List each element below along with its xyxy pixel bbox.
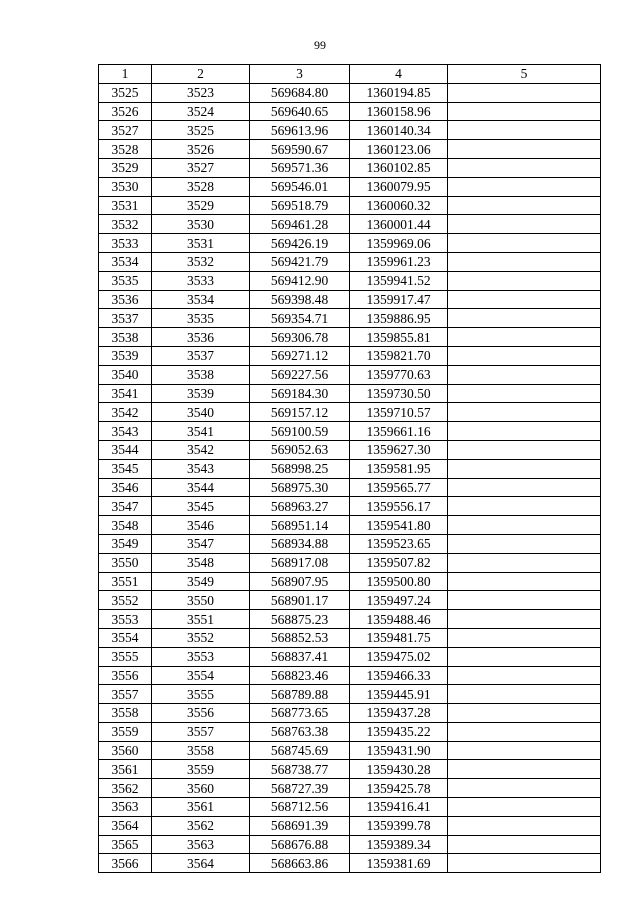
y-coordinate-cell: 1360060.32 — [350, 196, 448, 215]
note-cell — [448, 328, 601, 347]
x-coordinate-cell: 569271.12 — [250, 346, 350, 365]
point-number-cell: 3557 — [99, 685, 152, 704]
x-coordinate-cell: 568727.39 — [250, 779, 350, 798]
note-cell — [448, 158, 601, 177]
point-number-cell: 3558 — [99, 704, 152, 723]
x-coordinate-cell: 568738.77 — [250, 760, 350, 779]
table-row — [99, 102, 601, 121]
column-header-3: 3 — [250, 65, 350, 84]
table-row — [99, 741, 601, 760]
y-coordinate-cell: 1359661.16 — [350, 422, 448, 441]
x-coordinate-cell: 569613.96 — [250, 121, 350, 140]
y-coordinate-cell: 1359475.02 — [350, 647, 448, 666]
table-row — [99, 591, 601, 610]
point-number-cell: 3560 — [99, 741, 152, 760]
y-coordinate-cell: 1359710.57 — [350, 403, 448, 422]
previous-point-cell: 3550 — [152, 591, 250, 610]
previous-point-cell: 3556 — [152, 704, 250, 723]
table-row — [99, 647, 601, 666]
point-number-cell: 3538 — [99, 328, 152, 347]
y-coordinate-cell: 1360001.44 — [350, 215, 448, 234]
previous-point-cell: 3538 — [152, 365, 250, 384]
note-cell — [448, 666, 601, 685]
point-number-cell: 3563 — [99, 798, 152, 817]
point-number-cell: 3545 — [99, 459, 152, 478]
table-row — [99, 271, 601, 290]
note-cell — [448, 628, 601, 647]
point-number-cell: 3559 — [99, 722, 152, 741]
previous-point-cell: 3534 — [152, 290, 250, 309]
table-row — [99, 553, 601, 572]
point-number-cell: 3566 — [99, 854, 152, 873]
table-row — [99, 459, 601, 478]
previous-point-cell: 3548 — [152, 553, 250, 572]
table-row — [99, 121, 601, 140]
point-number-cell: 3528 — [99, 140, 152, 159]
table-body — [99, 83, 601, 872]
previous-point-cell: 3558 — [152, 741, 250, 760]
point-number-cell: 3531 — [99, 196, 152, 215]
previous-point-cell: 3554 — [152, 666, 250, 685]
table-row — [99, 140, 601, 159]
x-coordinate-cell: 569052.63 — [250, 440, 350, 459]
y-coordinate-cell: 1359770.63 — [350, 365, 448, 384]
note-cell — [448, 83, 601, 102]
y-coordinate-cell: 1359917.47 — [350, 290, 448, 309]
note-cell — [448, 704, 601, 723]
note-cell — [448, 140, 601, 159]
note-cell — [448, 365, 601, 384]
y-coordinate-cell: 1359437.28 — [350, 704, 448, 723]
previous-point-cell: 3524 — [152, 102, 250, 121]
y-coordinate-cell: 1359855.81 — [350, 328, 448, 347]
point-number-cell: 3525 — [99, 83, 152, 102]
table-row — [99, 854, 601, 873]
x-coordinate-cell: 568676.88 — [250, 835, 350, 854]
y-coordinate-cell: 1359481.75 — [350, 628, 448, 647]
x-coordinate-cell: 569227.56 — [250, 365, 350, 384]
table-row — [99, 478, 601, 497]
table-row — [99, 252, 601, 271]
point-number-cell: 3527 — [99, 121, 152, 140]
point-number-cell: 3565 — [99, 835, 152, 854]
x-coordinate-cell: 568975.30 — [250, 478, 350, 497]
y-coordinate-cell: 1359488.46 — [350, 610, 448, 629]
note-cell — [448, 610, 601, 629]
x-coordinate-cell: 569518.79 — [250, 196, 350, 215]
note-cell — [448, 215, 601, 234]
note-cell — [448, 534, 601, 553]
previous-point-cell: 3557 — [152, 722, 250, 741]
table-row — [99, 666, 601, 685]
y-coordinate-cell: 1359821.70 — [350, 346, 448, 365]
x-coordinate-cell: 568745.69 — [250, 741, 350, 760]
point-number-cell: 3555 — [99, 647, 152, 666]
table-row — [99, 816, 601, 835]
note-cell — [448, 271, 601, 290]
x-coordinate-cell: 569684.80 — [250, 83, 350, 102]
note-cell — [448, 798, 601, 817]
note-cell — [448, 722, 601, 741]
x-coordinate-cell: 568917.08 — [250, 553, 350, 572]
point-number-cell: 3544 — [99, 440, 152, 459]
x-coordinate-cell: 569546.01 — [250, 177, 350, 196]
y-coordinate-cell: 1359445.91 — [350, 685, 448, 704]
y-coordinate-cell: 1359431.90 — [350, 741, 448, 760]
y-coordinate-cell: 1360158.96 — [350, 102, 448, 121]
previous-point-cell: 3531 — [152, 234, 250, 253]
x-coordinate-cell: 569306.78 — [250, 328, 350, 347]
previous-point-cell: 3544 — [152, 478, 250, 497]
x-coordinate-cell: 568951.14 — [250, 516, 350, 535]
x-coordinate-cell: 568789.88 — [250, 685, 350, 704]
coordinates-table — [98, 64, 601, 873]
y-coordinate-cell: 1359381.69 — [350, 854, 448, 873]
x-coordinate-cell: 568823.46 — [250, 666, 350, 685]
y-coordinate-cell: 1359730.50 — [350, 384, 448, 403]
x-coordinate-cell: 569157.12 — [250, 403, 350, 422]
y-coordinate-cell: 1360123.06 — [350, 140, 448, 159]
table-header — [99, 65, 601, 84]
y-coordinate-cell: 1359941.52 — [350, 271, 448, 290]
note-cell — [448, 816, 601, 835]
x-coordinate-cell: 568875.23 — [250, 610, 350, 629]
note-cell — [448, 346, 601, 365]
previous-point-cell: 3549 — [152, 572, 250, 591]
point-number-cell: 3533 — [99, 234, 152, 253]
x-coordinate-cell: 568998.25 — [250, 459, 350, 478]
y-coordinate-cell: 1359500.80 — [350, 572, 448, 591]
x-coordinate-cell: 569640.65 — [250, 102, 350, 121]
point-number-cell: 3526 — [99, 102, 152, 121]
previous-point-cell: 3542 — [152, 440, 250, 459]
x-coordinate-cell: 568691.39 — [250, 816, 350, 835]
table-row — [99, 798, 601, 817]
previous-point-cell: 3539 — [152, 384, 250, 403]
table-row — [99, 497, 601, 516]
x-coordinate-cell: 569461.28 — [250, 215, 350, 234]
previous-point-cell: 3555 — [152, 685, 250, 704]
y-coordinate-cell: 1359430.28 — [350, 760, 448, 779]
note-cell — [448, 835, 601, 854]
point-number-cell: 3554 — [99, 628, 152, 647]
previous-point-cell: 3535 — [152, 309, 250, 328]
note-cell — [448, 252, 601, 271]
y-coordinate-cell: 1360194.85 — [350, 83, 448, 102]
previous-point-cell: 3553 — [152, 647, 250, 666]
previous-point-cell: 3545 — [152, 497, 250, 516]
y-coordinate-cell: 1360079.95 — [350, 177, 448, 196]
previous-point-cell: 3537 — [152, 346, 250, 365]
x-coordinate-cell: 568773.65 — [250, 704, 350, 723]
note-cell — [448, 685, 601, 704]
table-row — [99, 534, 601, 553]
point-number-cell: 3540 — [99, 365, 152, 384]
previous-point-cell: 3559 — [152, 760, 250, 779]
note-cell — [448, 459, 601, 478]
y-coordinate-cell: 1359541.80 — [350, 516, 448, 535]
previous-point-cell: 3529 — [152, 196, 250, 215]
previous-point-cell: 3530 — [152, 215, 250, 234]
table-row — [99, 760, 601, 779]
y-coordinate-cell: 1359435.22 — [350, 722, 448, 741]
previous-point-cell: 3540 — [152, 403, 250, 422]
note-cell — [448, 309, 601, 328]
table-row — [99, 628, 601, 647]
note-cell — [448, 234, 601, 253]
point-number-cell: 3534 — [99, 252, 152, 271]
point-number-cell: 3556 — [99, 666, 152, 685]
y-coordinate-cell: 1359416.41 — [350, 798, 448, 817]
x-coordinate-cell: 569571.36 — [250, 158, 350, 177]
x-coordinate-cell: 569184.30 — [250, 384, 350, 403]
note-cell — [448, 647, 601, 666]
y-coordinate-cell: 1360140.34 — [350, 121, 448, 140]
x-coordinate-cell: 568907.95 — [250, 572, 350, 591]
previous-point-cell: 3564 — [152, 854, 250, 873]
header-row — [99, 65, 601, 84]
table-row — [99, 685, 601, 704]
table-row — [99, 290, 601, 309]
previous-point-cell: 3551 — [152, 610, 250, 629]
x-coordinate-cell: 568763.38 — [250, 722, 350, 741]
table-row — [99, 346, 601, 365]
x-coordinate-cell: 569421.79 — [250, 252, 350, 271]
point-number-cell: 3530 — [99, 177, 152, 196]
x-coordinate-cell: 568852.53 — [250, 628, 350, 647]
point-number-cell: 3552 — [99, 591, 152, 610]
y-coordinate-cell: 1359581.95 — [350, 459, 448, 478]
y-coordinate-cell: 1359961.23 — [350, 252, 448, 271]
point-number-cell: 3551 — [99, 572, 152, 591]
previous-point-cell: 3536 — [152, 328, 250, 347]
point-number-cell: 3536 — [99, 290, 152, 309]
x-coordinate-cell: 569590.67 — [250, 140, 350, 159]
point-number-cell: 3561 — [99, 760, 152, 779]
y-coordinate-cell: 1359425.78 — [350, 779, 448, 798]
table-row — [99, 365, 601, 384]
column-header-5: 5 — [448, 65, 601, 84]
point-number-cell: 3537 — [99, 309, 152, 328]
point-number-cell: 3542 — [99, 403, 152, 422]
point-number-cell: 3548 — [99, 516, 152, 535]
y-coordinate-cell: 1360102.85 — [350, 158, 448, 177]
previous-point-cell: 3562 — [152, 816, 250, 835]
previous-point-cell: 3528 — [152, 177, 250, 196]
table-row — [99, 234, 601, 253]
x-coordinate-cell: 569412.90 — [250, 271, 350, 290]
x-coordinate-cell: 568712.56 — [250, 798, 350, 817]
table-row — [99, 177, 601, 196]
point-number-cell: 3562 — [99, 779, 152, 798]
point-number-cell: 3546 — [99, 478, 152, 497]
y-coordinate-cell: 1359389.34 — [350, 835, 448, 854]
previous-point-cell: 3526 — [152, 140, 250, 159]
y-coordinate-cell: 1359523.65 — [350, 534, 448, 553]
point-number-cell: 3535 — [99, 271, 152, 290]
previous-point-cell: 3561 — [152, 798, 250, 817]
note-cell — [448, 384, 601, 403]
y-coordinate-cell: 1359556.17 — [350, 497, 448, 516]
note-cell — [448, 440, 601, 459]
note-cell — [448, 854, 601, 873]
point-number-cell: 3532 — [99, 215, 152, 234]
point-number-cell: 3553 — [99, 610, 152, 629]
note-cell — [448, 760, 601, 779]
previous-point-cell: 3543 — [152, 459, 250, 478]
x-coordinate-cell: 568901.17 — [250, 591, 350, 610]
note-cell — [448, 422, 601, 441]
table-row — [99, 440, 601, 459]
table-row — [99, 572, 601, 591]
note-cell — [448, 497, 601, 516]
x-coordinate-cell: 569426.19 — [250, 234, 350, 253]
point-number-cell: 3539 — [99, 346, 152, 365]
note-cell — [448, 741, 601, 760]
note-cell — [448, 121, 601, 140]
table-row — [99, 384, 601, 403]
table-row — [99, 309, 601, 328]
y-coordinate-cell: 1359507.82 — [350, 553, 448, 572]
point-number-cell: 3541 — [99, 384, 152, 403]
table-row — [99, 422, 601, 441]
table-row — [99, 83, 601, 102]
table-row — [99, 328, 601, 347]
note-cell — [448, 290, 601, 309]
table-row — [99, 704, 601, 723]
x-coordinate-cell: 568837.41 — [250, 647, 350, 666]
x-coordinate-cell: 568963.27 — [250, 497, 350, 516]
table-row — [99, 516, 601, 535]
point-number-cell: 3547 — [99, 497, 152, 516]
previous-point-cell: 3552 — [152, 628, 250, 647]
table-row — [99, 835, 601, 854]
point-number-cell: 3550 — [99, 553, 152, 572]
previous-point-cell: 3546 — [152, 516, 250, 535]
y-coordinate-cell: 1359399.78 — [350, 816, 448, 835]
note-cell — [448, 591, 601, 610]
y-coordinate-cell: 1359969.06 — [350, 234, 448, 253]
note-cell — [448, 572, 601, 591]
note-cell — [448, 478, 601, 497]
point-number-cell: 3564 — [99, 816, 152, 835]
table-row — [99, 403, 601, 422]
previous-point-cell: 3527 — [152, 158, 250, 177]
table-row — [99, 215, 601, 234]
y-coordinate-cell: 1359466.33 — [350, 666, 448, 685]
y-coordinate-cell: 1359565.77 — [350, 478, 448, 497]
table-row — [99, 722, 601, 741]
note-cell — [448, 196, 601, 215]
x-coordinate-cell: 568934.88 — [250, 534, 350, 553]
x-coordinate-cell: 568663.86 — [250, 854, 350, 873]
table-row — [99, 196, 601, 215]
point-number-cell: 3549 — [99, 534, 152, 553]
x-coordinate-cell: 569100.59 — [250, 422, 350, 441]
note-cell — [448, 553, 601, 572]
x-coordinate-cell: 569398.48 — [250, 290, 350, 309]
y-coordinate-cell: 1359497.24 — [350, 591, 448, 610]
point-number-cell: 3543 — [99, 422, 152, 441]
table-row — [99, 610, 601, 629]
previous-point-cell: 3547 — [152, 534, 250, 553]
table-row — [99, 158, 601, 177]
column-header-2: 2 — [152, 65, 250, 84]
note-cell — [448, 403, 601, 422]
previous-point-cell: 3560 — [152, 779, 250, 798]
y-coordinate-cell: 1359627.30 — [350, 440, 448, 459]
note-cell — [448, 516, 601, 535]
column-header-4: 4 — [350, 65, 448, 84]
y-coordinate-cell: 1359886.95 — [350, 309, 448, 328]
note-cell — [448, 102, 601, 121]
previous-point-cell: 3525 — [152, 121, 250, 140]
note-cell — [448, 177, 601, 196]
x-coordinate-cell: 569354.71 — [250, 309, 350, 328]
previous-point-cell: 3532 — [152, 252, 250, 271]
point-number-cell: 3529 — [99, 158, 152, 177]
previous-point-cell: 3541 — [152, 422, 250, 441]
previous-point-cell: 3523 — [152, 83, 250, 102]
previous-point-cell: 3563 — [152, 835, 250, 854]
previous-point-cell: 3533 — [152, 271, 250, 290]
table-row — [99, 779, 601, 798]
note-cell — [448, 779, 601, 798]
page-number: 99 — [314, 38, 326, 52]
column-header-1: 1 — [99, 65, 152, 84]
